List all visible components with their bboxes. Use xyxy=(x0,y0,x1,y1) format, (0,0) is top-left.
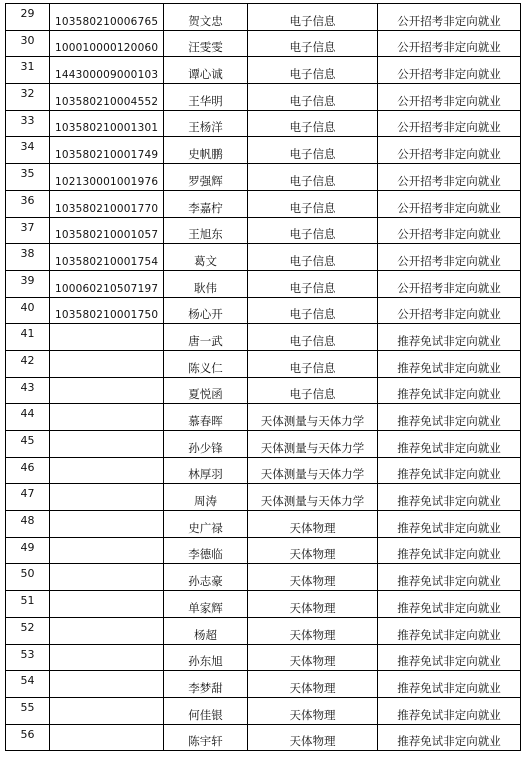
table-row xyxy=(6,404,521,431)
row-number-cell: 35 xyxy=(6,164,50,191)
admission-type-cell: 公开招考非定向就业 xyxy=(378,137,521,164)
major-cell: 电子信息 xyxy=(248,324,378,351)
table-row xyxy=(6,671,521,698)
table-row xyxy=(6,537,521,564)
table-row xyxy=(6,164,521,191)
candidate-id-cell xyxy=(50,404,164,431)
major-cell: 电子信息 xyxy=(248,30,378,57)
table-row xyxy=(6,297,521,324)
table-row xyxy=(6,591,521,618)
candidate-id-cell: 103580210001750 xyxy=(50,297,164,324)
row-number-cell: 32 xyxy=(6,84,50,111)
admission-type-cell: 推荐免试非定向就业 xyxy=(378,511,521,538)
major-cell: 电子信息 xyxy=(248,244,378,271)
table-row xyxy=(6,110,521,137)
admission-type-cell: 推荐免试非定向就业 xyxy=(378,671,521,698)
student-name-cell: 单家辉 xyxy=(164,591,248,618)
student-name-cell: 史帆鹏 xyxy=(164,137,248,164)
candidate-id-cell xyxy=(50,511,164,538)
candidate-id-cell xyxy=(50,564,164,591)
student-name-cell: 王旭东 xyxy=(164,217,248,244)
candidate-id-cell: 103580210001770 xyxy=(50,190,164,217)
candidate-id-cell xyxy=(50,671,164,698)
candidate-id-cell: 103580210004552 xyxy=(50,84,164,111)
candidate-id-cell xyxy=(50,484,164,511)
major-cell: 电子信息 xyxy=(248,270,378,297)
admission-type-cell: 推荐免试非定向就业 xyxy=(378,377,521,404)
admission-type-cell: 推荐免试非定向就业 xyxy=(378,324,521,351)
admission-type-cell: 公开招考非定向就业 xyxy=(378,244,521,271)
major-cell: 电子信息 xyxy=(248,190,378,217)
major-cell: 天体物理 xyxy=(248,644,378,671)
row-number-cell: 41 xyxy=(6,324,50,351)
student-name-cell: 杨心开 xyxy=(164,297,248,324)
candidate-id-cell xyxy=(50,617,164,644)
row-number-cell: 48 xyxy=(6,511,50,538)
row-number-cell: 46 xyxy=(6,457,50,484)
table-row xyxy=(6,30,521,57)
admission-type-cell: 推荐免试非定向就业 xyxy=(378,537,521,564)
student-name-cell: 杨超 xyxy=(164,617,248,644)
student-name-cell: 陈义仁 xyxy=(164,350,248,377)
candidate-id-cell xyxy=(50,724,164,751)
row-number-cell: 31 xyxy=(6,57,50,84)
table-row xyxy=(6,57,521,84)
row-number-cell: 45 xyxy=(6,431,50,458)
row-number-cell: 51 xyxy=(6,591,50,618)
candidate-id-cell: 100010000120060 xyxy=(50,30,164,57)
candidate-id-cell xyxy=(50,431,164,458)
table-row xyxy=(6,244,521,271)
candidate-id-cell: 103580210006765 xyxy=(50,4,164,31)
admission-type-cell: 公开招考非定向就业 xyxy=(378,164,521,191)
major-cell: 电子信息 xyxy=(248,137,378,164)
student-name-cell: 陈宇轩 xyxy=(164,724,248,751)
row-number-cell: 34 xyxy=(6,137,50,164)
candidate-id-cell xyxy=(50,457,164,484)
student-name-cell: 李梦甜 xyxy=(164,671,248,698)
student-name-cell: 孙志豪 xyxy=(164,564,248,591)
candidate-id-cell: 100060210507197 xyxy=(50,270,164,297)
candidate-id-cell xyxy=(50,644,164,671)
major-cell: 天体物理 xyxy=(248,697,378,724)
row-number-cell: 55 xyxy=(6,697,50,724)
major-cell: 天体测量与天体力学 xyxy=(248,404,378,431)
row-number-cell: 50 xyxy=(6,564,50,591)
table-row xyxy=(6,190,521,217)
major-cell: 电子信息 xyxy=(248,217,378,244)
candidate-id-cell: 103580210001749 xyxy=(50,137,164,164)
major-cell: 电子信息 xyxy=(248,377,378,404)
candidate-id-cell xyxy=(50,377,164,404)
admission-type-cell: 推荐免试非定向就业 xyxy=(378,644,521,671)
student-name-cell: 史广禄 xyxy=(164,511,248,538)
table-row xyxy=(6,137,521,164)
major-cell: 天体测量与天体力学 xyxy=(248,431,378,458)
row-number-cell: 53 xyxy=(6,644,50,671)
table-row xyxy=(6,350,521,377)
candidate-id-cell: 102130001001976 xyxy=(50,164,164,191)
row-number-cell: 39 xyxy=(6,270,50,297)
major-cell: 电子信息 xyxy=(248,57,378,84)
candidate-id-cell: 103580210001754 xyxy=(50,244,164,271)
row-number-cell: 49 xyxy=(6,537,50,564)
row-number-cell: 44 xyxy=(6,404,50,431)
admission-type-cell: 推荐免试非定向就业 xyxy=(378,404,521,431)
student-name-cell: 汪雯雯 xyxy=(164,30,248,57)
major-cell: 天体物理 xyxy=(248,564,378,591)
row-number-cell: 40 xyxy=(6,297,50,324)
student-name-cell: 罗强辉 xyxy=(164,164,248,191)
admission-type-cell: 推荐免试非定向就业 xyxy=(378,724,521,751)
student-name-cell: 王杨洋 xyxy=(164,110,248,137)
candidate-id-cell: 103580210001301 xyxy=(50,110,164,137)
table-row xyxy=(6,484,521,511)
table-row xyxy=(6,84,521,111)
major-cell: 天体物理 xyxy=(248,617,378,644)
row-number-cell: 47 xyxy=(6,484,50,511)
table-row xyxy=(6,617,521,644)
row-number-cell: 33 xyxy=(6,110,50,137)
admission-type-cell: 推荐免试非定向就业 xyxy=(378,350,521,377)
row-number-cell: 29 xyxy=(6,4,50,31)
table-row xyxy=(6,431,521,458)
row-number-cell: 30 xyxy=(6,30,50,57)
row-number-cell: 52 xyxy=(6,617,50,644)
student-name-cell: 周涛 xyxy=(164,484,248,511)
student-name-cell: 孙少锋 xyxy=(164,431,248,458)
table-row xyxy=(6,217,521,244)
row-number-cell: 42 xyxy=(6,350,50,377)
admission-type-cell: 公开招考非定向就业 xyxy=(378,297,521,324)
student-name-cell: 李嘉柠 xyxy=(164,190,248,217)
table-row xyxy=(6,270,521,297)
candidate-id-cell xyxy=(50,591,164,618)
major-cell: 天体物理 xyxy=(248,591,378,618)
candidate-id-cell: 103580210001057 xyxy=(50,217,164,244)
candidate-id-cell xyxy=(50,324,164,351)
major-cell: 天体物理 xyxy=(248,671,378,698)
table-row xyxy=(6,324,521,351)
major-cell: 电子信息 xyxy=(248,164,378,191)
candidate-id-cell xyxy=(50,537,164,564)
major-cell: 电子信息 xyxy=(248,297,378,324)
student-name-cell: 李德临 xyxy=(164,537,248,564)
candidate-id-cell xyxy=(50,697,164,724)
table-row xyxy=(6,564,521,591)
row-number-cell: 54 xyxy=(6,671,50,698)
student-name-cell: 谭心诚 xyxy=(164,57,248,84)
table-body xyxy=(6,4,521,751)
major-cell: 电子信息 xyxy=(248,4,378,31)
row-number-cell: 56 xyxy=(6,724,50,751)
candidate-id-cell: 144300009000103 xyxy=(50,57,164,84)
row-number-cell: 36 xyxy=(6,190,50,217)
admission-type-cell: 推荐免试非定向就业 xyxy=(378,697,521,724)
major-cell: 电子信息 xyxy=(248,84,378,111)
table-row xyxy=(6,511,521,538)
admission-type-cell: 推荐免试非定向就业 xyxy=(378,591,521,618)
admission-type-cell: 推荐免试非定向就业 xyxy=(378,484,521,511)
row-number-cell: 37 xyxy=(6,217,50,244)
admission-type-cell: 公开招考非定向就业 xyxy=(378,30,521,57)
major-cell: 电子信息 xyxy=(248,110,378,137)
student-name-cell: 贺文忠 xyxy=(164,4,248,31)
admission-list-page xyxy=(5,3,521,751)
admission-type-cell: 公开招考非定向就业 xyxy=(378,190,521,217)
row-number-cell: 38 xyxy=(6,244,50,271)
student-name-cell: 夏悦函 xyxy=(164,377,248,404)
admission-type-cell: 公开招考非定向就业 xyxy=(378,4,521,31)
candidate-id-cell xyxy=(50,350,164,377)
major-cell: 天体测量与天体力学 xyxy=(248,484,378,511)
major-cell: 天体物理 xyxy=(248,724,378,751)
student-name-cell: 慕春晖 xyxy=(164,404,248,431)
major-cell: 电子信息 xyxy=(248,350,378,377)
table-row xyxy=(6,457,521,484)
table-row xyxy=(6,724,521,751)
table-row xyxy=(6,644,521,671)
admission-type-cell: 推荐免试非定向就业 xyxy=(378,457,521,484)
table-row xyxy=(6,377,521,404)
student-name-cell: 唐一武 xyxy=(164,324,248,351)
major-cell: 天体物理 xyxy=(248,511,378,538)
admission-list-table xyxy=(5,3,521,751)
admission-type-cell: 公开招考非定向就业 xyxy=(378,270,521,297)
admission-type-cell: 公开招考非定向就业 xyxy=(378,110,521,137)
major-cell: 天体测量与天体力学 xyxy=(248,457,378,484)
student-name-cell: 孙东旭 xyxy=(164,644,248,671)
admission-type-cell: 公开招考非定向就业 xyxy=(378,217,521,244)
admission-type-cell: 公开招考非定向就业 xyxy=(378,84,521,111)
table-row xyxy=(6,4,521,31)
admission-type-cell: 推荐免试非定向就业 xyxy=(378,617,521,644)
student-name-cell: 王华明 xyxy=(164,84,248,111)
student-name-cell: 耿伟 xyxy=(164,270,248,297)
admission-type-cell: 公开招考非定向就业 xyxy=(378,57,521,84)
admission-type-cell: 推荐免试非定向就业 xyxy=(378,564,521,591)
major-cell: 天体物理 xyxy=(248,537,378,564)
student-name-cell: 何佳银 xyxy=(164,697,248,724)
student-name-cell: 葛文 xyxy=(164,244,248,271)
table-row xyxy=(6,697,521,724)
student-name-cell: 林厚羽 xyxy=(164,457,248,484)
row-number-cell: 43 xyxy=(6,377,50,404)
admission-type-cell: 推荐免试非定向就业 xyxy=(378,431,521,458)
